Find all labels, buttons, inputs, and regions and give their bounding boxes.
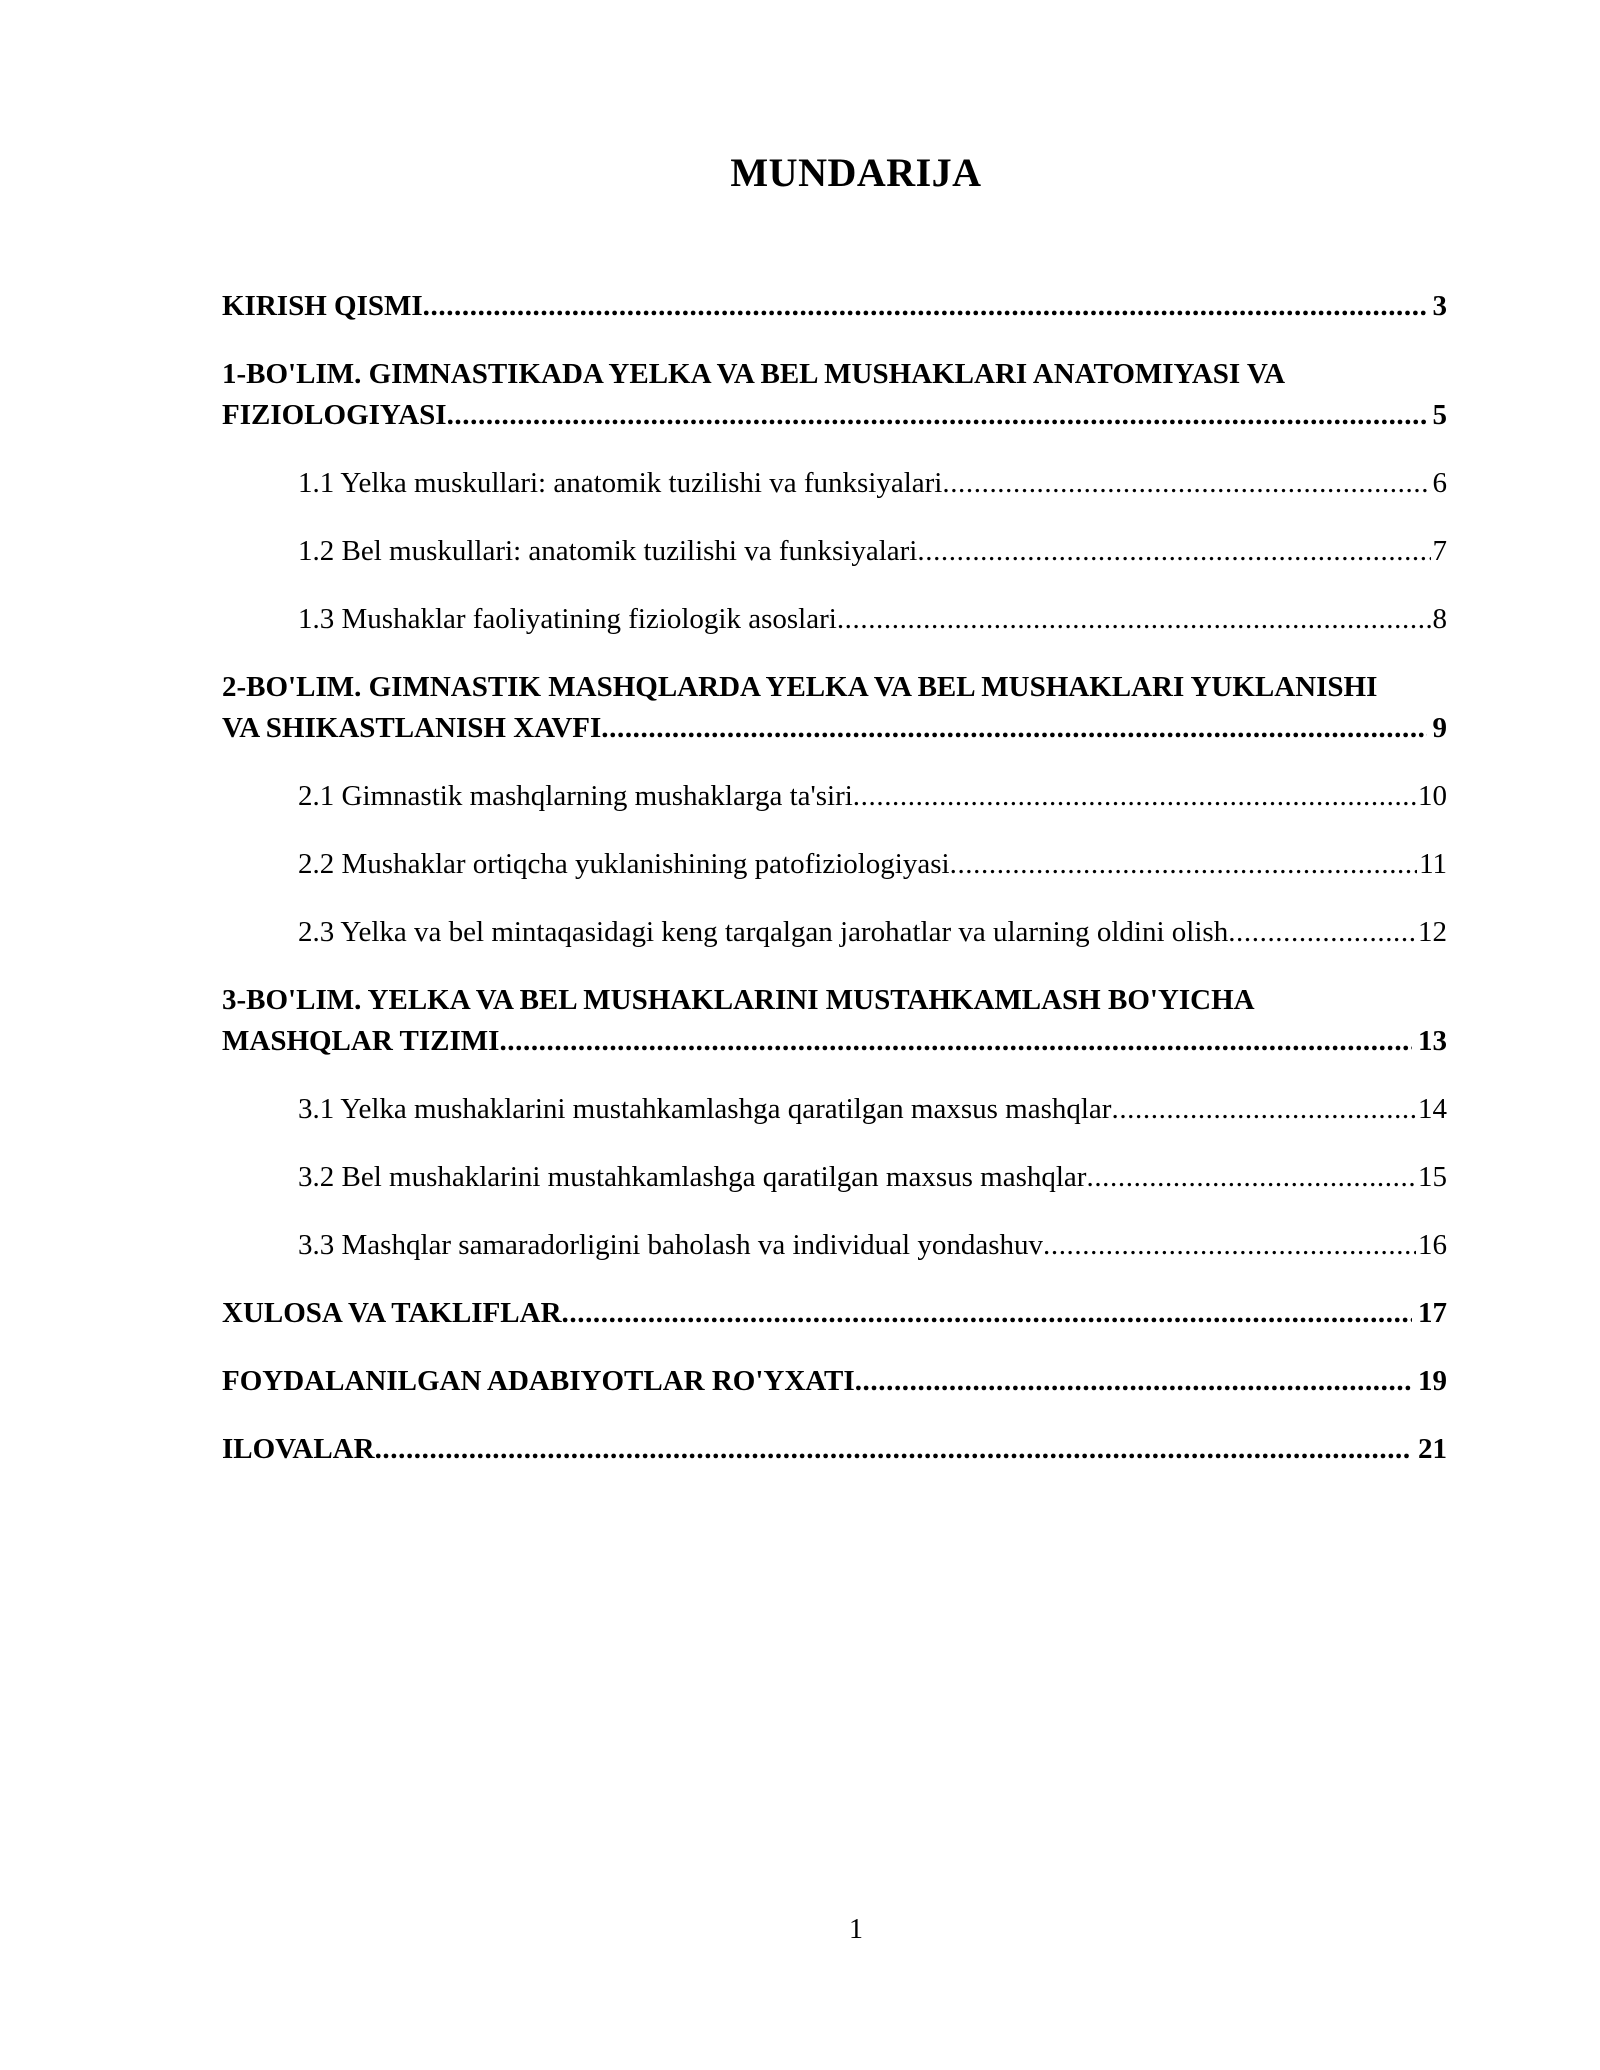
- toc-entry-page: 8: [1432, 603, 1447, 635]
- toc-entry-page: 9: [1432, 712, 1447, 744]
- page-number: 1: [849, 1914, 863, 1945]
- toc-line: [222, 1293, 1447, 1334]
- toc-line: [222, 1429, 1447, 1470]
- toc-entry-title: 2.1 Gimnastik mashqlarning mushaklarga ta'siri: [298, 780, 853, 812]
- toc-entry-page: 6: [1432, 467, 1447, 499]
- toc-entry-page: 11: [1419, 848, 1447, 880]
- toc-entry-title-line-1: 1-BO'LIM. GIMNASTIKADA YELKA VA BEL MUSHAKLARI ANATOMIYASI VA: [222, 358, 1286, 390]
- toc-entry-section-2-2[interactable]: [222, 844, 1447, 885]
- toc-entry-title: 1.3 Mushaklar faoliyatining fiziologik asoslari: [298, 603, 837, 635]
- toc-entry-title: 2.2 Mushaklar ortiqcha yuklanishining patofiziologiyasi: [298, 848, 950, 880]
- toc-entry-page: 14: [1418, 1093, 1447, 1125]
- toc-line: [298, 531, 1447, 572]
- toc-entry-xulosa[interactable]: [222, 1293, 1447, 1334]
- toc-entry-page: 15: [1418, 1161, 1447, 1193]
- toc-entry-title-line-1: 3-BO'LIM. YELKA VA BEL MUSHAKLARINI MUSTAHKAMLASH BO'YICHA: [222, 984, 1255, 1016]
- toc-entry-adabiyotlar[interactable]: [222, 1361, 1447, 1402]
- toc-line: [298, 1089, 1447, 1130]
- toc-entry-title: 3.2 Bel mushaklarini mustahkamlashga qaratilgan maxsus mashqlar: [298, 1161, 1087, 1193]
- toc-entry-title-line-1: 2-BO'LIM. GIMNASTIK MASHQLARDA YELKA VA BEL MUSHAKLARI YUKLANISHI: [222, 671, 1378, 703]
- dot-leader: [423, 286, 1427, 327]
- toc-entry-title: 1.2 Bel muskullari: anatomik tuzilishi va funksiyalari: [298, 535, 918, 567]
- toc-line: [222, 286, 1447, 327]
- toc-entry-page: 19: [1418, 1365, 1447, 1397]
- toc-line: [298, 912, 1447, 953]
- toc-entry-title: FOYDALANILGAN ADABIYOTLAR RO'YXATI: [222, 1365, 855, 1397]
- toc-entry-section-1-2[interactable]: [222, 531, 1447, 572]
- toc-line: [298, 1157, 1447, 1198]
- toc-entry-page: 21: [1418, 1433, 1447, 1465]
- toc-entry-title: VA SHIKASTLANISH XAVFI: [222, 712, 602, 744]
- toc-entry-title: ILOVALAR: [222, 1433, 375, 1465]
- dot-leader: [917, 531, 1430, 572]
- toc-entry-page: 3: [1432, 290, 1447, 322]
- toc-entry-page: 13: [1418, 1025, 1447, 1057]
- toc-line: [298, 844, 1447, 885]
- toc-entry-section-1-3[interactable]: [222, 599, 1447, 640]
- toc-entry-page: 12: [1418, 916, 1447, 948]
- dot-leader: [942, 463, 1430, 504]
- table-of-contents: [222, 286, 1447, 1497]
- toc-entry-title: FIZIOLOGIYASI: [222, 399, 447, 431]
- dot-leader: [499, 1021, 1412, 1062]
- toc-line: [222, 708, 1447, 749]
- dot-leader: [1111, 1089, 1416, 1130]
- toc-entry-page: 5: [1432, 399, 1447, 431]
- toc-line: [222, 1361, 1447, 1402]
- toc-entry-ilovalar[interactable]: [222, 1429, 1447, 1470]
- toc-line: [298, 599, 1447, 640]
- toc-entry-page: 7: [1432, 535, 1447, 567]
- dot-leader: [837, 599, 1431, 640]
- toc-line: [298, 1225, 1447, 1266]
- toc-line: [298, 776, 1447, 817]
- toc-entry-title: 1.1 Yelka muskullari: anatomik tuzilishi va funksiyalari: [298, 467, 943, 499]
- toc-entry-chapter-3[interactable]: [222, 980, 1447, 1062]
- toc-entry-page: 16: [1418, 1229, 1447, 1261]
- toc-line: [298, 463, 1447, 504]
- toc-entry-page: 17: [1418, 1297, 1447, 1329]
- dot-leader: [1086, 1157, 1416, 1198]
- toc-entry-section-1-1[interactable]: [222, 463, 1447, 504]
- toc-entry-title: 3.1 Yelka mushaklarini mustahkamlashga qaratilgan maxsus mashqlar: [298, 1093, 1112, 1125]
- toc-entry-section-2-1[interactable]: [222, 776, 1447, 817]
- toc-entry-section-3-3[interactable]: [222, 1225, 1447, 1266]
- toc-entry-section-2-3[interactable]: [222, 912, 1447, 953]
- toc-entry-chapter-1[interactable]: [222, 354, 1447, 436]
- dot-leader: [853, 776, 1416, 817]
- dot-leader: [950, 844, 1417, 885]
- toc-entry-section-3-2[interactable]: [222, 1157, 1447, 1198]
- toc-line: [222, 1021, 1447, 1062]
- dot-leader: [1228, 912, 1416, 953]
- toc-entry-title: 3.3 Mashqlar samaradorligini baholash va individual yondashuv: [298, 1229, 1043, 1261]
- dot-leader: [601, 708, 1426, 749]
- toc-entry-title: XULOSA VA TAKLIFLAR: [222, 1297, 562, 1329]
- dot-leader: [447, 395, 1427, 436]
- dot-leader: [1043, 1225, 1416, 1266]
- toc-entry-page: 10: [1418, 780, 1447, 812]
- toc-entry-title: KIRISH QISMI: [222, 290, 423, 322]
- dot-leader: [562, 1293, 1412, 1334]
- toc-entry-chapter-2[interactable]: [222, 667, 1447, 749]
- toc-entry-title: 2.3 Yelka va bel mintaqasidagi keng tarqalgan jarohatlar va ularning oldini olish: [298, 916, 1229, 948]
- dot-leader: [375, 1429, 1412, 1470]
- toc-entry-title: MASHQLAR TIZIMI: [222, 1025, 500, 1057]
- page-title: MUNDARIJA: [730, 150, 982, 195]
- dot-leader: [855, 1361, 1412, 1402]
- toc-line: [222, 395, 1447, 436]
- toc-entry-section-3-1[interactable]: [222, 1089, 1447, 1130]
- toc-entry-kirish[interactable]: [222, 286, 1447, 327]
